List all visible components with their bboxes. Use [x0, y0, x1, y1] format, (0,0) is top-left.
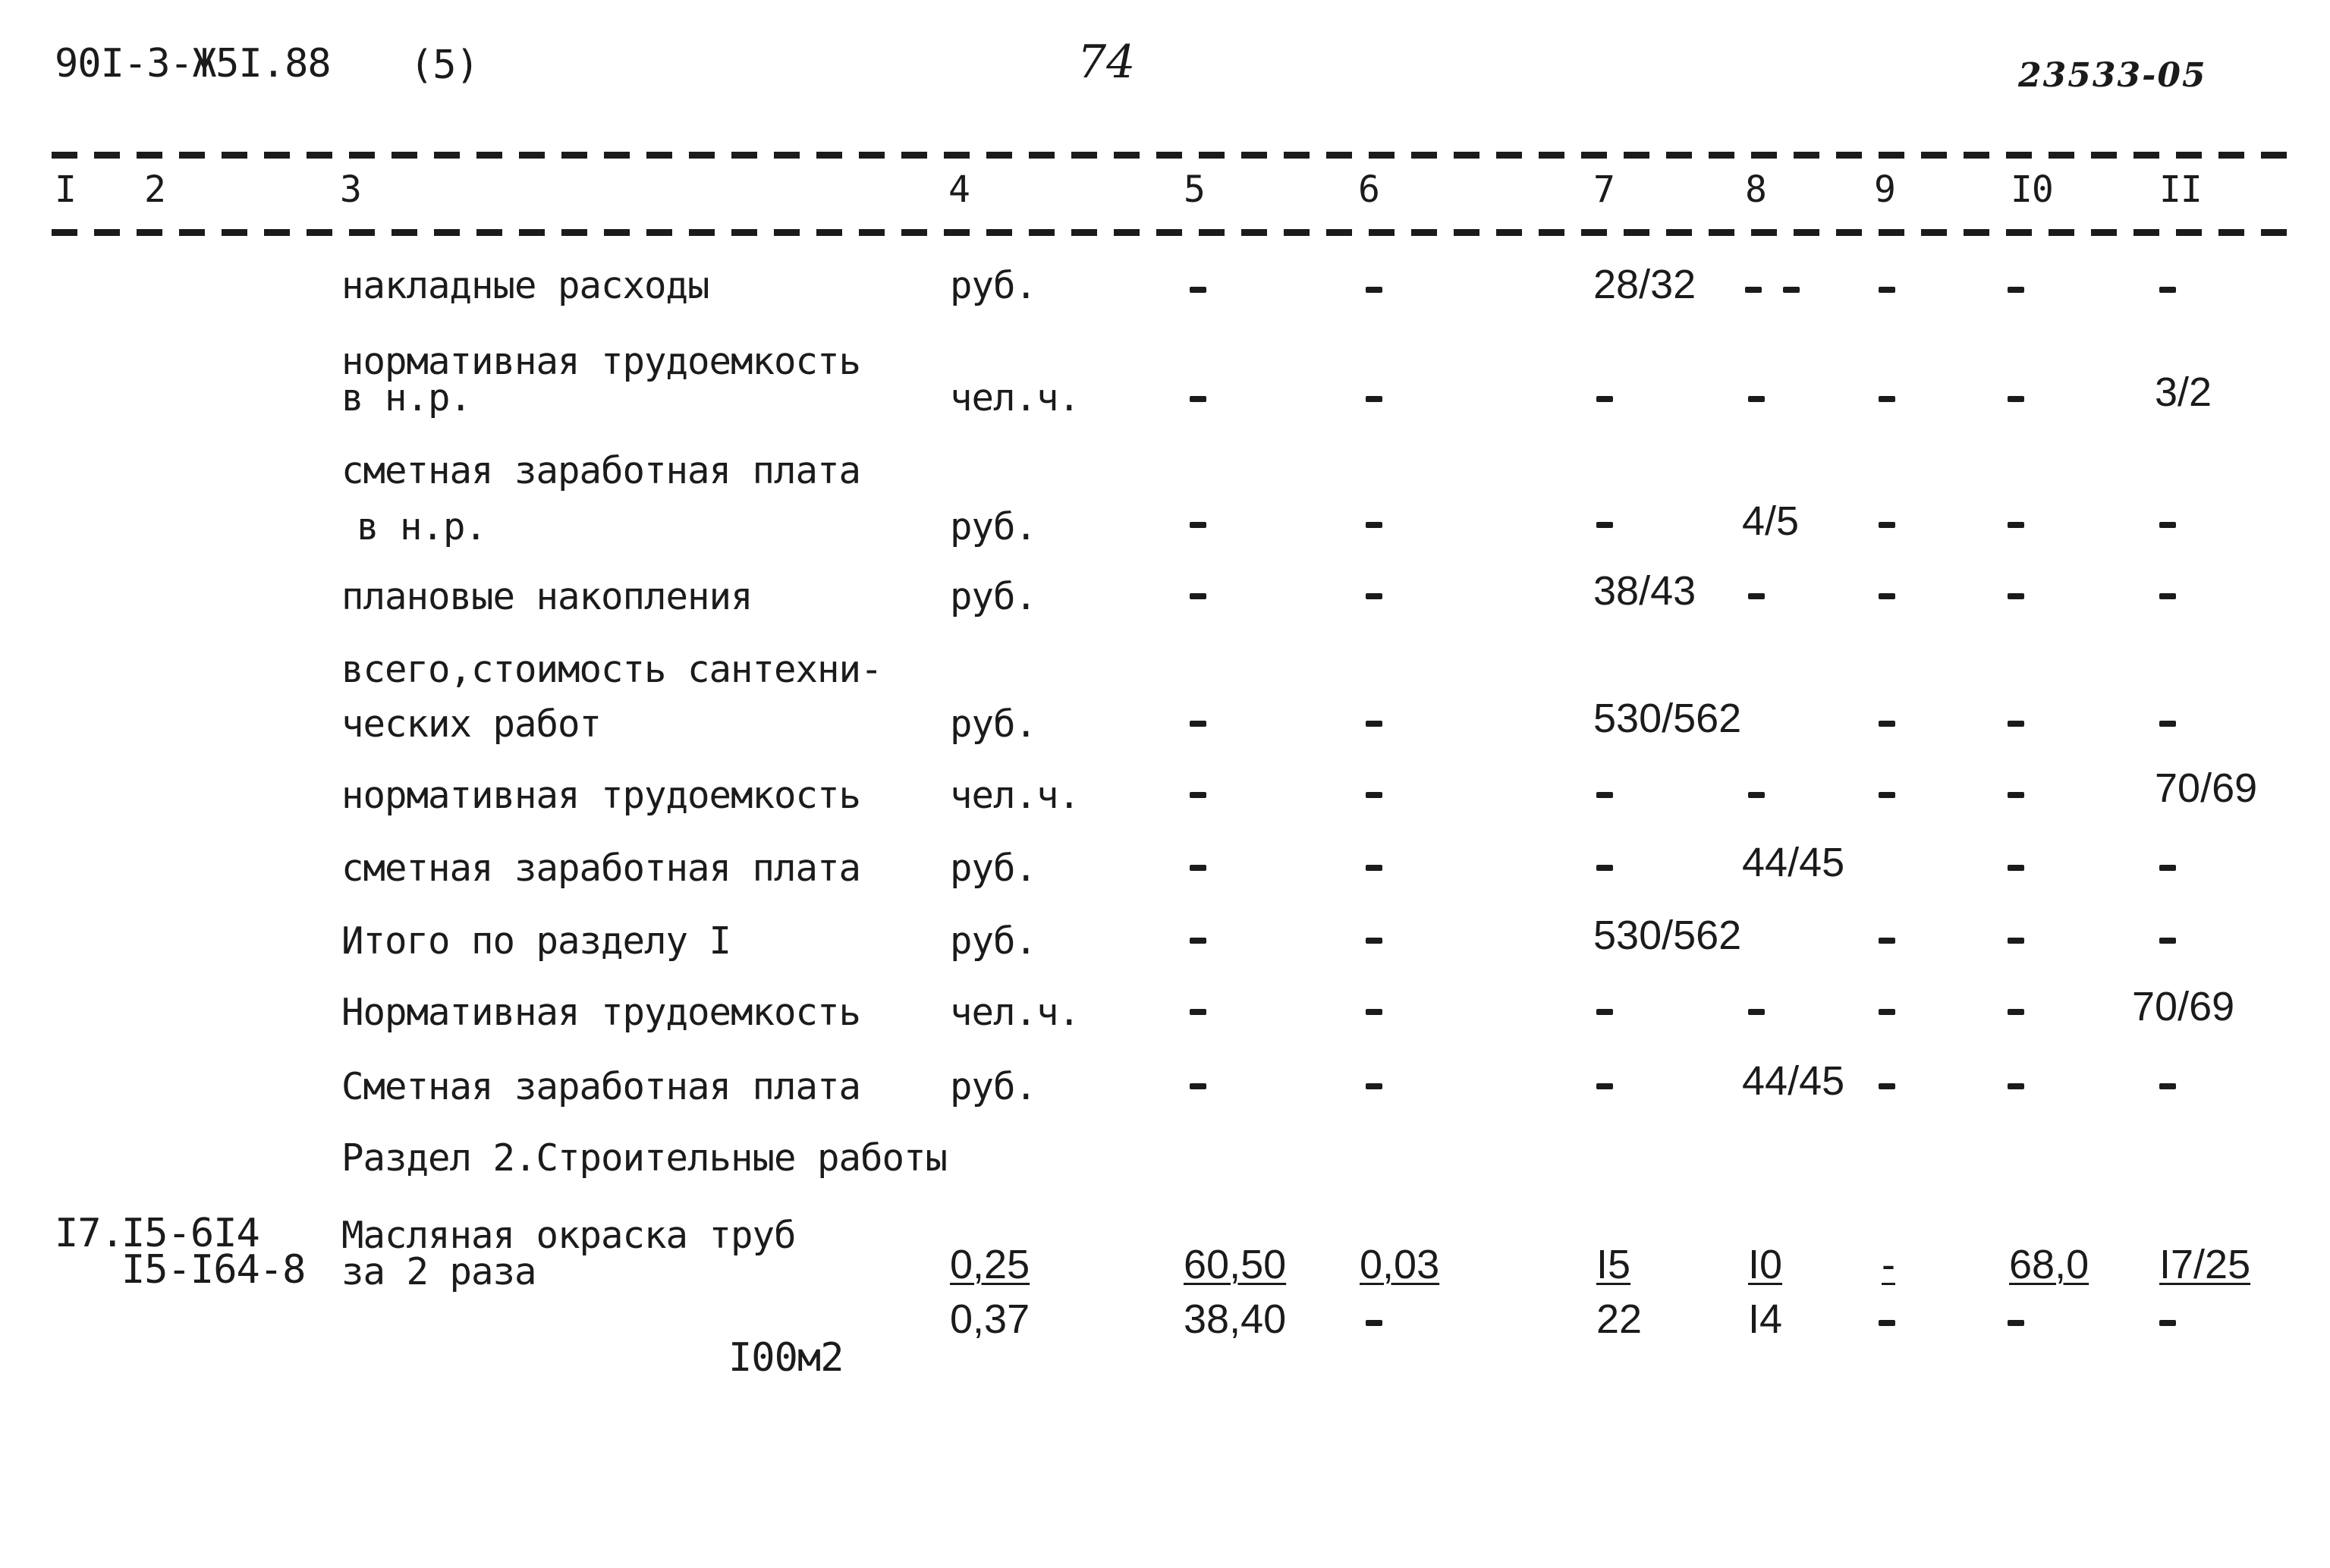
row-label-cont: в н.р. — [341, 376, 472, 419]
cell-dash — [1596, 1083, 1613, 1089]
page-number: 74 — [1077, 36, 1136, 89]
cell-dash — [2159, 938, 2176, 944]
cell-value: 44/45 — [1742, 1058, 1845, 1104]
row-label: нормативная трудоемкость — [341, 340, 861, 383]
col-header-7: 7 — [1593, 168, 1615, 211]
cell-dash — [1879, 1320, 1895, 1326]
col-header-11: II — [2159, 168, 2202, 211]
item-label: Масляная окраска труб — [341, 1214, 796, 1257]
row-unit: чел.ч. — [950, 376, 1080, 419]
cell-dash — [1190, 721, 1206, 727]
row-label-cont: ческих работ — [341, 702, 602, 746]
cell-dash — [1879, 287, 1895, 293]
cell-value: 70/69 — [2155, 765, 2258, 811]
cell-value: 28/32 — [1593, 262, 1696, 307]
row-label: Итого по разделу I — [341, 919, 731, 963]
cell-dash — [1366, 721, 1382, 727]
row-unit: руб. — [950, 575, 1037, 618]
row-unit: руб. — [950, 919, 1037, 963]
cell-dash — [2008, 792, 2024, 798]
cell-dash — [2008, 1320, 2024, 1326]
item-code-secondary: I5-I64-8 — [121, 1247, 306, 1293]
cell-dash — [1366, 1083, 1382, 1089]
cell-dash — [1366, 396, 1382, 402]
row-label-cont: в н.р. — [357, 505, 487, 548]
cell-dash — [1745, 287, 1762, 293]
cell-dash — [1366, 792, 1382, 798]
row-label: сметная заработная плата — [341, 449, 861, 492]
cell-dash — [1366, 865, 1382, 871]
item-value-top: 68,0 — [2009, 1242, 2089, 1287]
row-label: всего,стоимость сантехни- — [341, 648, 882, 691]
row-unit: чел.ч. — [950, 774, 1080, 817]
row-label: Нормативная трудоемкость — [341, 991, 861, 1034]
cell-dash — [1366, 287, 1382, 293]
col-header-10: I0 — [2011, 168, 2053, 211]
cell-dash — [2159, 865, 2176, 871]
item-value-bottom: 38,40 — [1184, 1296, 1287, 1342]
row-label: плановые накопления — [341, 575, 753, 618]
cell-value: 530/562 — [1593, 696, 1742, 741]
row-unit: руб. — [950, 847, 1037, 890]
cell-dash — [1596, 792, 1613, 798]
col-header-2: 2 — [144, 168, 165, 211]
item-value-top: - — [1882, 1242, 1895, 1287]
section-title: Раздел 2.Строительные работы — [341, 1136, 948, 1180]
cell-dash — [1190, 865, 1206, 871]
cell-dash — [1366, 593, 1382, 599]
cell-dash — [1783, 287, 1800, 293]
cell-dash — [1190, 522, 1206, 528]
cell-dash — [2008, 287, 2024, 293]
cell-dash — [2159, 593, 2176, 599]
cell-dash — [1366, 938, 1382, 944]
item-value-top: 0,25 — [950, 1242, 1030, 1287]
cell-dash — [1596, 522, 1613, 528]
cell-dash — [2159, 287, 2176, 293]
cell-dash — [1879, 1009, 1895, 1015]
row-label: нормативная трудоемкость — [341, 774, 861, 817]
cell-dash — [1879, 522, 1895, 528]
cell-dash — [1366, 1009, 1382, 1015]
cell-dash — [2008, 1083, 2024, 1089]
cell-dash — [2008, 938, 2024, 944]
cell-value: 70/69 — [2132, 984, 2235, 1029]
cell-dash — [1879, 593, 1895, 599]
cell-dash — [1190, 792, 1206, 798]
cell-dash — [2008, 396, 2024, 402]
cell-dash — [2008, 721, 2024, 727]
cell-dash — [2008, 522, 2024, 528]
col-header-1: I — [55, 168, 76, 211]
cell-dash — [1190, 287, 1206, 293]
row-label: накладные расходы — [341, 264, 709, 307]
cell-dash — [1879, 938, 1895, 944]
item-number: I7. — [55, 1211, 124, 1256]
cell-dash — [1190, 593, 1206, 599]
header-rule-bottom — [52, 229, 2297, 236]
cell-value: 4/5 — [1742, 498, 1800, 544]
row-unit: руб. — [950, 702, 1037, 746]
cell-dash — [2159, 1083, 2176, 1089]
cell-dash — [1748, 792, 1765, 798]
cell-dash — [1366, 1320, 1382, 1326]
item-label-cont: за 2 раза — [341, 1250, 536, 1293]
cell-value: 38/43 — [1593, 568, 1696, 614]
col-header-9: 9 — [1874, 168, 1895, 211]
cell-dash — [1596, 865, 1613, 871]
item-value-top: 60,50 — [1184, 1242, 1287, 1287]
item-value-bottom: 22 — [1596, 1296, 1643, 1342]
cell-dash — [1596, 1009, 1613, 1015]
cell-dash — [1190, 1009, 1206, 1015]
cell-dash — [1879, 792, 1895, 798]
document-code: 90I-3-Ж5I.88 — [55, 41, 331, 86]
cell-dash — [1879, 396, 1895, 402]
row-unit: чел.ч. — [950, 991, 1080, 1034]
cell-dash — [2008, 865, 2024, 871]
row-label: сметная заработная плата — [341, 847, 861, 890]
item-value-top: I7/25 — [2159, 1242, 2251, 1287]
item-value-bottom: I4 — [1748, 1296, 1783, 1342]
cell-dash — [1596, 396, 1613, 402]
cell-dash — [1748, 1009, 1765, 1015]
cell-dash — [1748, 396, 1765, 402]
cell-dash — [1190, 938, 1206, 944]
row-label: Сметная заработная плата — [341, 1065, 861, 1108]
cell-dash — [2159, 1320, 2176, 1326]
item-value-top: 0,03 — [1360, 1242, 1440, 1287]
cell-dash — [2008, 593, 2024, 599]
cell-value: 44/45 — [1742, 840, 1845, 885]
row-unit: руб. — [950, 264, 1037, 307]
sheet-note: (5) — [410, 42, 479, 88]
cell-dash — [1190, 1083, 1206, 1089]
cell-dash — [2008, 1009, 2024, 1015]
cell-value: 3/2 — [2155, 369, 2212, 415]
col-header-8: 8 — [1745, 168, 1766, 211]
item-code-primary: I5-6I4 — [121, 1211, 259, 1256]
archive-number: 23533-05 — [2018, 56, 2207, 95]
col-header-4: 4 — [948, 168, 970, 211]
cell-dash — [1366, 522, 1382, 528]
item-value-top: I0 — [1748, 1242, 1783, 1287]
cell-value: 530/562 — [1593, 913, 1742, 958]
cell-dash — [1879, 721, 1895, 727]
header-rule-top — [52, 152, 2297, 159]
cell-dash — [1748, 593, 1765, 599]
row-unit: руб. — [950, 1065, 1037, 1108]
item-value-top: I5 — [1596, 1242, 1631, 1287]
cell-dash — [1879, 1083, 1895, 1089]
item-unit: I00м2 — [728, 1335, 844, 1381]
cell-dash — [2159, 721, 2176, 727]
col-header-5: 5 — [1184, 168, 1205, 211]
item-value-bottom: 0,37 — [950, 1296, 1030, 1342]
cell-dash — [2159, 522, 2176, 528]
row-unit: руб. — [950, 505, 1037, 548]
col-header-3: 3 — [340, 168, 361, 211]
col-header-6: 6 — [1358, 168, 1379, 211]
cell-dash — [1190, 396, 1206, 402]
